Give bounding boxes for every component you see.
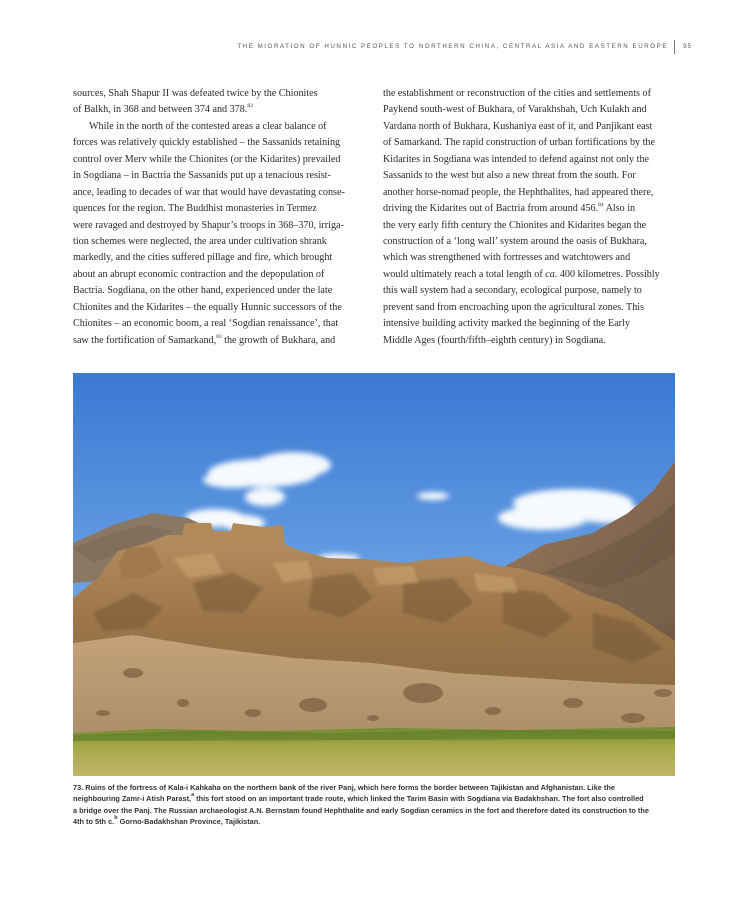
text-line: quences for the region. The Buddhist monasteries in Termez — [73, 203, 317, 215]
page-number: 95 — [683, 43, 692, 50]
text-line: Sassanids to the west but also a new threat from the south. For — [383, 170, 636, 182]
fortress-photograph — [73, 373, 675, 776]
text-line: Kidarites in Sogdiana was intended to defend against not only the — [383, 153, 650, 165]
text-line: the establishment or reconstruction of the cities and settlements of — [383, 88, 651, 99]
caption-line: 4th to 5th c.$^b$ Gorno-Badakhshan Province, Tajikistan. — [73, 815, 261, 827]
caption-line: 73. Ruins of the fortress of Kala-i Kahkaha on the northern bank of the river Panj, which here forms the border between Tajikistan and Afghanistan. Like the — [73, 783, 615, 792]
text-line: Bactria. Sogdiana, on the other hand, experienced under the late — [73, 285, 333, 297]
left-text-column — [73, 86, 363, 349]
running-header — [0, 42, 736, 54]
text-line: of Samarkand. The rapid construction of urban fortifications by the — [383, 137, 655, 149]
caption-line: neighbouring Zamr-i Atish Parast,$^a$ this fort stood on an important trade route, which linked the Tarim Basin with Sogdiana via Badakhshan. The fort also controlled — [73, 792, 644, 804]
text-line: control over Merv while the Chionites (or the Kidarites) prevailed — [73, 153, 341, 165]
footnote-ref[interactable]: a — [191, 792, 195, 799]
text-line: this wall system had a secondary, ecological purpose, namely to — [383, 285, 642, 297]
text-line: were ravaged and destroyed by Shapur’s troops in 368–370, irriga- — [73, 219, 344, 231]
footnote-ref[interactable]: 84 — [598, 202, 604, 209]
text-line: Chionites and the Kidarites – the equally Hunnic successors of the — [73, 301, 342, 313]
text-line: would ultimately reach a total length of ca. 400 kilometres. Possibly — [383, 268, 660, 280]
text-line: prevent sand from encroaching upon the agricultural zones. This — [383, 301, 645, 313]
right-text-column — [383, 86, 673, 349]
running-header-title: THE MIGRATION OF HUNNIC PEOPLES TO NORTHERN CHINA, CENTRAL ASIA AND EASTERN EUROPE — [237, 43, 668, 50]
text-line: sources, Shah Shapur II was defeated twice by the Chionites — [73, 88, 318, 99]
text-line: Middle Ages (fourth/fifth–eighth century) in Sogdiana. — [383, 334, 606, 346]
text-line: about an abrupt economic contraction and the depopulation of — [73, 268, 325, 280]
text-line: of Balkh, in 368 and between 374 and 378.82 — [73, 103, 253, 116]
figure-caption — [73, 782, 683, 828]
header-divider — [674, 40, 675, 54]
text-line: While in the north of the contested areas a clear balance of — [89, 120, 327, 132]
caption-line: a bridge over the Panj. The Russian archaeologist A.N. Bernstam found Hephthalite and early Sogdian ceramics in the fort and therefore dated its construction to the — [73, 805, 649, 815]
text-line: the very early fifth century the Chionites and Kidarites began the — [383, 219, 647, 231]
text-line: Chionites – an economic boom, a real ‘Sogdian renaissance’, that — [73, 318, 339, 330]
text-line: Vardana north of Bukhara, Kushaniya east of it, and Panjikant east — [383, 120, 653, 132]
text-line: Paykend south-west of Bukhara, of Varakhshah, Uch Kulakh and — [383, 104, 647, 116]
footnote-ref[interactable]: 83 — [216, 333, 222, 340]
figure-number: 73. — [73, 783, 84, 792]
text-line: markedly, and the cities suffered pillage and fire, which brought — [73, 252, 333, 264]
footnote-ref[interactable]: 82 — [247, 103, 253, 110]
text-line: intensive building activity marked the beginning of the Early — [383, 318, 630, 330]
text-line: tion schemes were neglected, the area under cultivation shrank — [73, 235, 327, 247]
text-line: in Sogdiana – in Bactria the Sassanids put up a tenacious resist- — [73, 170, 331, 182]
landscape-photo-illustration — [73, 373, 675, 776]
text-line: which was strengthened with fortresses and watchtowers and — [383, 252, 631, 264]
text-line: driving the Kidarites out of Bactria from around 456.84 Also in — [383, 202, 636, 215]
text-line: ance, leading to decades of war that would have devastating conse- — [73, 186, 345, 198]
text-line: another horse-nomad people, the Hephthalites, had appeared there, — [383, 186, 654, 198]
footnote-ref[interactable]: b — [114, 815, 118, 822]
text-line: saw the fortification of Samarkand,$^{83}$ the growth of Bukhara, and — [73, 333, 336, 346]
text-line: construction of a ‘long wall’ system around the oasis of Bukhara, — [383, 235, 647, 247]
text-line: forces was relatively quickly established – the Sassanids retaining — [73, 137, 341, 149]
